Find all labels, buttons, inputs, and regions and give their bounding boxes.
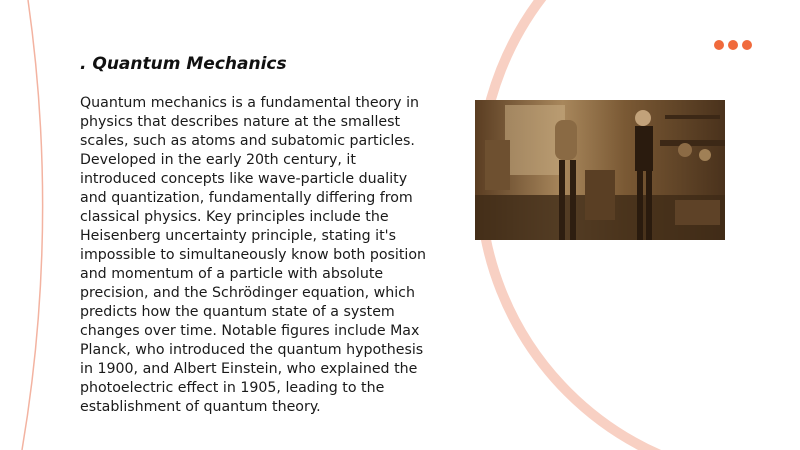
- lab-scene-image: [475, 100, 725, 240]
- accent-dots: [714, 40, 752, 50]
- lab-photo: [475, 100, 725, 240]
- body-paragraph: Quantum mechanics is a fundamental theory in physics that describes nature at the smallest scales, such as atoms and subatomic particles. Developed in the early 20th century, it introduced concepts like wave-particle duality and quantization, fundamentally differing from classical physics. Key principles include the Heisenberg uncertainty principle, stating it's impossible to simultaneously know both position and momentum of a particle with absolute precision, and the Schrödinger equation, which predicts how the quantum state of a system changes over time. Notable figures include Max Planck, who introduced the quantum hypothesis in 1900, and Albert Einstein, who explained the photoelectric effect in 1905, leading to the establishment of quantum theory.: [80, 95, 427, 415]
- accent-dot: [714, 40, 724, 50]
- accent-dot: [728, 40, 738, 50]
- left-edge-arc: [22, 0, 43, 450]
- slide-title: . Quantum Mechanics: [80, 54, 287, 74]
- accent-dot: [742, 40, 752, 50]
